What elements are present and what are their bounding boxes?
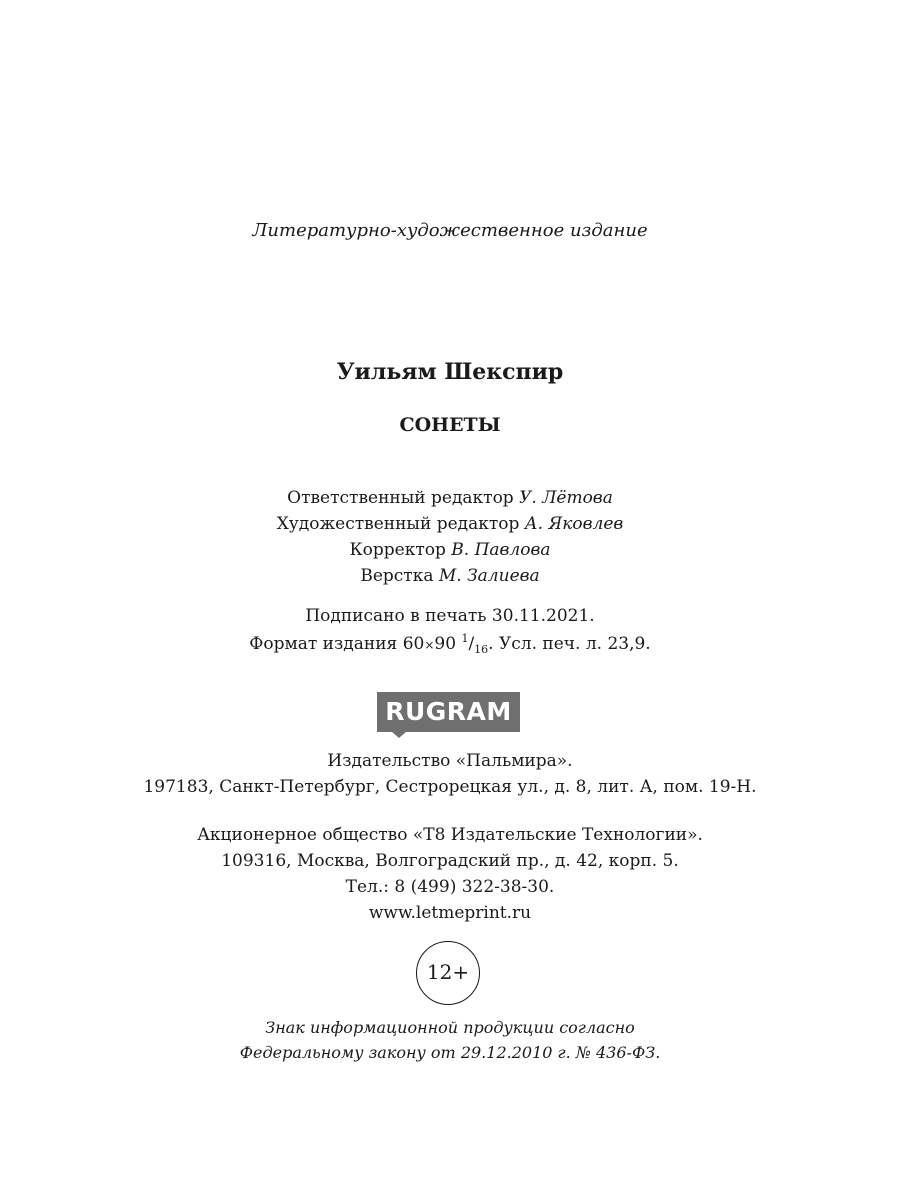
- credit-name: А. Яковлев: [524, 514, 624, 534]
- notice-line-2: Федеральному закону от 29.12.2010 г. № 436-ФЗ.: [239, 1043, 661, 1062]
- genre-label: Литературно-художественное издание: [252, 220, 648, 241]
- publisher-address: 197183, Санкт-Петербург, Сестрорецкая ул., д. 8, лит. А, пом. 19-Н.: [143, 777, 757, 797]
- rugram-logo-text: RUGRAM: [377, 692, 520, 732]
- book-title: СОНЕТЫ: [399, 414, 501, 436]
- credit-line: [0, 563, 900, 589]
- publisher-name: Издательство «Пальмира».: [327, 751, 573, 771]
- author-name: Уильям Шекспир: [336, 359, 564, 385]
- format-label: Формат издания: [249, 634, 398, 654]
- credit-name: В. Павлова: [451, 540, 551, 560]
- printer-phone: Тел.: 8 (499) 322-38-30.: [345, 877, 555, 897]
- credit-name: М. Залиева: [438, 566, 540, 586]
- printer-website: www.letmeprint.ru: [368, 903, 532, 923]
- credit-name: У. Лётова: [519, 488, 613, 508]
- format-rest: . Усл. печ. л. 23,9.: [488, 634, 651, 654]
- print-signed: Подписано в печать 30.11.2021.: [305, 606, 595, 626]
- age-rating-badge: 12+: [416, 941, 480, 1005]
- credit-role: Верстка: [360, 566, 434, 586]
- credit-line: [0, 537, 900, 563]
- credit-role: Ответственный редактор: [287, 488, 514, 508]
- format-fraction: [461, 634, 488, 654]
- printer-address: 109316, Москва, Волгоградский пр., д. 42, корп. 5.: [221, 851, 679, 871]
- format-times: ×: [424, 638, 435, 652]
- credit-role: Художественный редактор: [276, 514, 520, 534]
- notice-line-1: Знак информационной продукции согласно: [265, 1018, 635, 1037]
- credit-line: [0, 485, 900, 511]
- print-format: [0, 632, 900, 656]
- logo-notch: [392, 732, 406, 738]
- credit-role: Корректор: [349, 540, 446, 560]
- printer-name: Акционерное общество «Т8 Издательские Технологии».: [197, 825, 703, 845]
- format-size: 60: [402, 634, 425, 654]
- rugram-logo: [377, 692, 520, 732]
- credit-line: [0, 511, 900, 537]
- fraction-numerator: 1: [461, 632, 469, 645]
- format-size2: 90: [434, 634, 457, 654]
- fraction-slash: /: [468, 634, 475, 654]
- fraction-denominator: 16: [474, 643, 489, 656]
